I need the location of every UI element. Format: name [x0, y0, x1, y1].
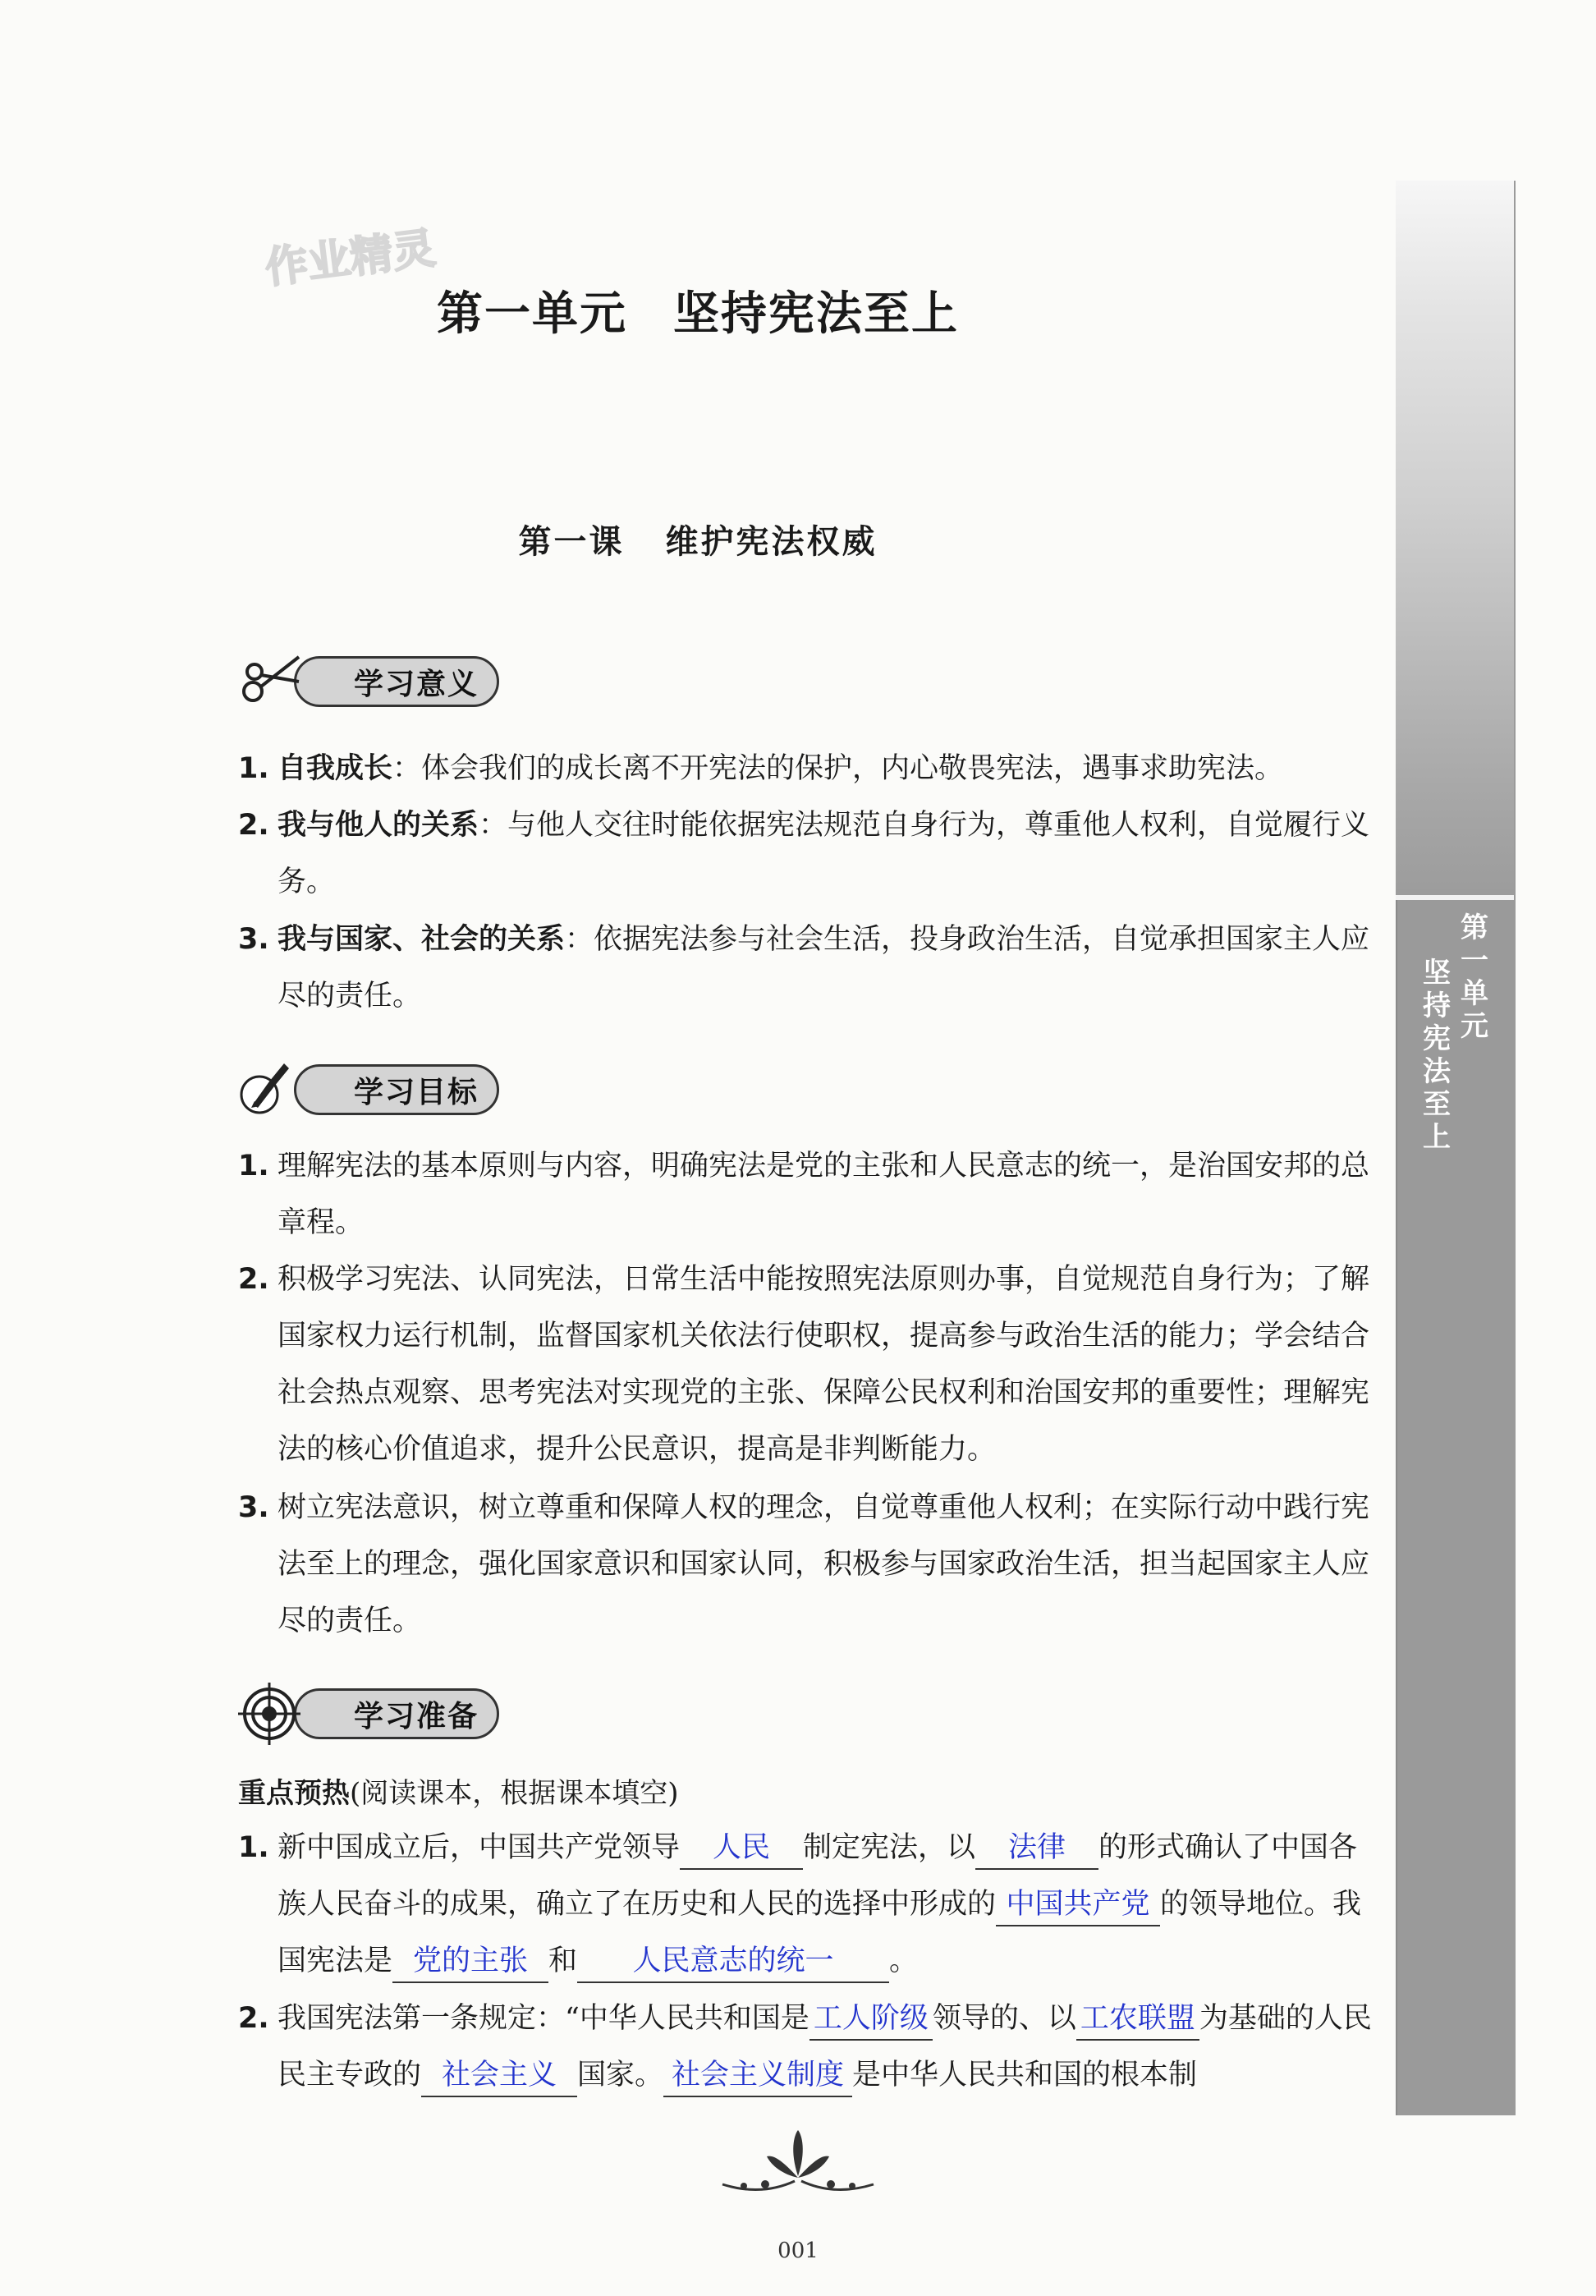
- side-tab-decoration: [1396, 181, 1514, 895]
- goal-item: 2. 积极学习宪法、认同宪法，日常生活中能按照宪法原则办事，自觉规范自身行为；了解国家权力运行机制，监督国家机关依法行使职权，提高参与政治生活的能力；学会结合社会热点观察、思考宪法对实现党的主张、保障公民权利和治国安邦的重要性；理解宪法的核心价值追求，提升公民意识，提高是非判断能力。: [238, 1263, 1370, 1466]
- fill-blank-question-2: 2. 我国宪法第一条规定：“中华人民共和国是 工人阶级 领导的、以 工农联盟 为基础的人民民主专政的 社会主义 国家。 社会主义制度 是中华人民共和国的根本制: [238, 1991, 1379, 2104]
- answer-blank: 人民: [680, 1827, 803, 1870]
- section-title-meaning: 学习意义: [294, 656, 499, 707]
- answer-blank: 社会主义制度: [663, 2055, 852, 2097]
- section-header-prep: [236, 1685, 499, 1743]
- fill-blank-question-1: 1. 新中国成立后，中国共产党领导 人民 制定宪法，以 法律 的形式确认了中国各族人民奋斗的成果，确立了在历史和人民的选择中形成的 中国共产党 的领导地位。我国宪法是 党的主张 和 人民意志的统一 。: [238, 1820, 1379, 1990]
- goal-item: 1. 理解宪法的基本原则与内容，明确宪法是党的主张和人民意志的统一，是治国安邦的总章程。: [238, 1150, 1370, 1239]
- unit-title: 第一单元 坚持宪法至上: [437, 287, 959, 341]
- answer-blank: 中国共产党: [996, 1884, 1160, 1926]
- section-header-goals: [236, 1061, 499, 1118]
- answer-blank: 法律: [975, 1827, 1098, 1870]
- pen-icon: [236, 1057, 302, 1123]
- meaning-item: 2. 我与他人的关系：与他人交往时能依据宪法规范自身行为，尊重他人权利，自觉履行义务。: [238, 809, 1370, 898]
- section-header-meaning: [236, 653, 499, 710]
- side-tab-unit: 第一单元: [1461, 912, 1488, 1043]
- section-title-goals: 学习目标: [294, 1064, 499, 1115]
- answer-blank: 工农联盟: [1076, 1998, 1199, 2041]
- scissors-icon: [236, 649, 302, 714]
- floral-ornament-icon: [716, 2127, 880, 2217]
- answer-blank: 工人阶级: [809, 1998, 933, 2041]
- lesson-title: 第一课 维护宪法权威: [518, 523, 878, 561]
- meaning-item: 3. 我与国家、社会的关系：依据宪法参与社会生活，投身政治生活，自觉承担国家主人应尽的责任。: [238, 923, 1370, 1013]
- answer-blank: 社会主义: [421, 2055, 577, 2097]
- answer-blank: 人民意志的统一: [577, 1940, 889, 1983]
- side-tab-divider: [1396, 895, 1514, 900]
- meaning-item: 1. 自我成长：体会我们的成长离不开宪法的保护，内心敬畏宪法，遇事求助宪法。: [238, 752, 1284, 785]
- answer-blank: 党的主张: [392, 1940, 548, 1983]
- target-icon: [236, 1681, 302, 1747]
- sub-heading: 重点预热(阅读课本，根据课本填空): [238, 1777, 679, 1810]
- section-title-prep: 学习准备: [294, 1688, 499, 1739]
- watermark-logo: 作业精灵: [262, 223, 438, 294]
- page-number: 001: [777, 2239, 819, 2263]
- goal-item: 3. 树立宪法意识，树立尊重和保障人权的理念，自觉尊重他人权利；在实际行动中践行宪法至上的理念，强化国家意识和国家认同，积极参与国家政治生活，担当起国家主人应尽的责任。: [238, 1491, 1370, 1637]
- side-tab-unit-title: 坚持宪法至上: [1423, 957, 1451, 1154]
